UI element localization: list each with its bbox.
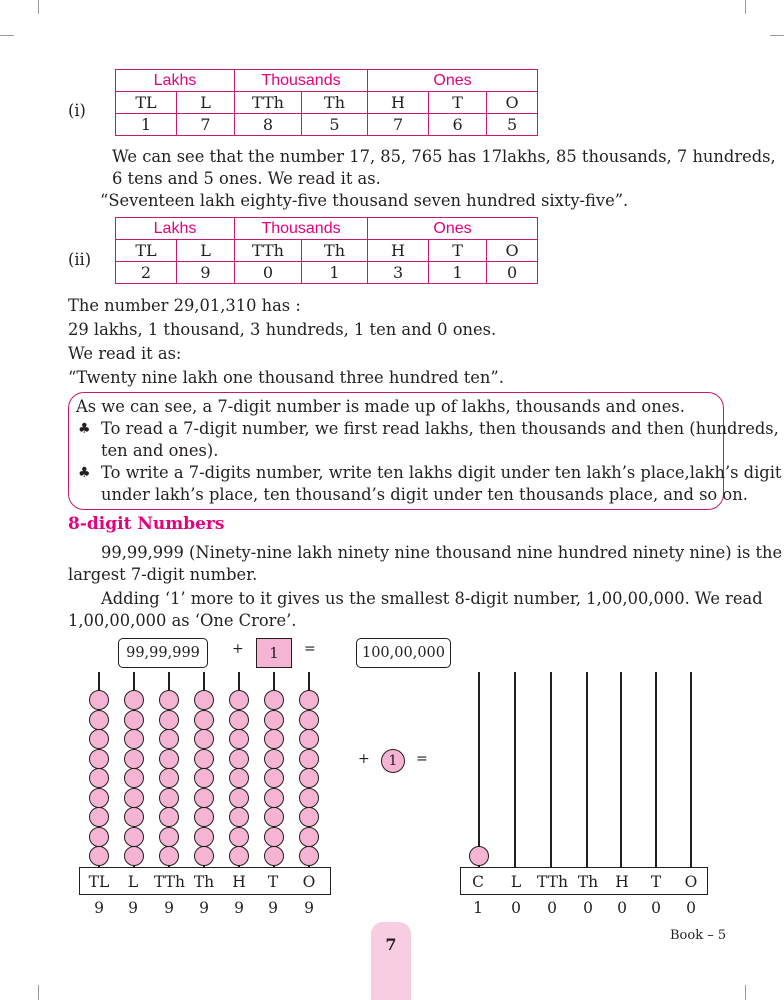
abacus-bead <box>229 807 249 827</box>
abacus-label: L <box>510 873 522 891</box>
abacus-bead <box>124 710 144 730</box>
abacus-bead <box>159 807 179 827</box>
abacus-bead <box>89 768 109 788</box>
digit-cell: 7 <box>177 114 235 136</box>
abacus-bead <box>299 788 319 808</box>
abacus-bead <box>124 749 144 769</box>
abacus-rod <box>550 672 551 867</box>
header-cell: O <box>487 92 538 114</box>
header-cell: L <box>177 240 235 262</box>
section-paragraph: largest 7-digit number. <box>68 565 258 584</box>
digit-cell: 9 <box>177 262 235 284</box>
abacus-rod <box>514 672 515 867</box>
one-box: 1 <box>256 638 292 668</box>
abacus-bead <box>299 827 319 847</box>
abacus-bead <box>299 807 319 827</box>
crop-mark <box>38 0 39 14</box>
abacus-bead <box>229 749 249 769</box>
header-cell: L <box>177 92 235 114</box>
equals-sign: = <box>304 641 316 657</box>
abacus-bead <box>89 788 109 808</box>
abacus-label: H <box>232 873 246 891</box>
abacus-digit: 9 <box>304 899 314 917</box>
abacus-bead <box>159 749 179 769</box>
abacus-digit: 9 <box>164 899 174 917</box>
reading-text: “Seventeen lakh eighty-five thousand seven hundred sixty-five”. <box>100 191 629 210</box>
crop-mark <box>770 35 784 36</box>
abacus-rod <box>586 672 587 867</box>
abacus-bead <box>159 729 179 749</box>
note-intro: As we can see, a 7-digit number is made up of lakhs, thousands and ones. <box>76 397 685 416</box>
abacus-bead <box>229 768 249 788</box>
abacus-bead <box>89 827 109 847</box>
example-label: (ii) <box>68 250 92 269</box>
abacus-bead <box>89 846 109 866</box>
explanation-text: The number 29,01,310 has : <box>68 296 301 315</box>
abacus-label: O <box>302 873 316 891</box>
abacus-bead <box>299 710 319 730</box>
digit-cell: 6 <box>429 114 487 136</box>
header-cell: TL <box>116 92 177 114</box>
abacus-bead <box>194 768 214 788</box>
note-bullet-2-cont: under lakh’s place, ten thousand’s digit under ten thousands place, and so on. <box>101 485 748 504</box>
abacus-bead <box>194 846 214 866</box>
abacus-bead <box>264 729 284 749</box>
abacus-bead <box>194 788 214 808</box>
header-cell: T <box>429 240 487 262</box>
abacus-bead <box>264 788 284 808</box>
abacus-rod <box>620 672 621 867</box>
header-cell: H <box>368 92 429 114</box>
explanation-text: We can see that the number 17, 85, 765 has 17lakhs, 85 thousands, 7 hundreds, <box>112 147 776 166</box>
digit-cell: 2 <box>116 262 177 284</box>
abacus-label: TTh <box>154 873 185 891</box>
plus-sign: + <box>358 751 370 767</box>
abacus-bead <box>229 846 249 866</box>
abacus-bead <box>194 729 214 749</box>
crop-mark <box>38 985 39 1000</box>
group-ones: Ones <box>368 70 538 92</box>
abacus-bead <box>124 846 144 866</box>
group-ones: Ones <box>368 218 538 240</box>
abacus-bead <box>159 768 179 788</box>
digit-cell: 1 <box>429 262 487 284</box>
example-label: (i) <box>68 101 86 120</box>
abacus-bead <box>264 846 284 866</box>
header-cell: H <box>368 240 429 262</box>
abacus-rod <box>690 672 691 867</box>
header-cell: O <box>487 240 538 262</box>
crop-mark <box>745 0 746 14</box>
section-heading: 8-digit Numbers <box>68 514 225 534</box>
note-bullet-1: To read a 7-digit number, we first read lakhs, then thousands and then (hundreds, <box>101 419 779 438</box>
abacus-bead <box>264 807 284 827</box>
digit-cell: 0 <box>235 262 302 284</box>
place-value-table-2 <box>115 217 538 284</box>
abacus-bead <box>124 827 144 847</box>
place-value-table-1 <box>115 69 538 136</box>
abacus-bead <box>89 690 109 710</box>
abacus-bead <box>89 749 109 769</box>
note-bullet-2: To write a 7-digits number, write ten lakhs digit under ten lakh’s place,lakh’s digit <box>101 463 782 482</box>
abacus-digit: 0 <box>617 899 627 917</box>
abacus-bead <box>229 690 249 710</box>
abacus-bead <box>264 690 284 710</box>
abacus-rod <box>478 672 479 867</box>
group-lakhs: Lakhs <box>116 218 235 240</box>
header-cell: Th <box>302 240 368 262</box>
abacus-digit: 0 <box>651 899 661 917</box>
abacus-bead <box>264 768 284 788</box>
abacus-digit: 0 <box>511 899 521 917</box>
abacus-bead <box>299 729 319 749</box>
header-cell: TTh <box>235 92 302 114</box>
abacus-label: H <box>615 873 629 891</box>
number-box-left: 99,99,999 <box>118 638 208 668</box>
book-label: Book – 5 <box>670 928 727 943</box>
abacus-bead <box>264 749 284 769</box>
group-thousands: Thousands <box>235 70 368 92</box>
plus-sign: + <box>232 641 244 657</box>
abacus-bead <box>89 807 109 827</box>
abacus-digit: 0 <box>686 899 696 917</box>
abacus-bead <box>159 788 179 808</box>
abacus-digit: 0 <box>547 899 557 917</box>
abacus-digit: 9 <box>128 899 138 917</box>
abacus-digit: 1 <box>473 899 483 917</box>
note-bullet-1-cont: ten and ones). <box>101 441 219 460</box>
abacus-bead <box>299 690 319 710</box>
club-bullet-icon: ♣ <box>78 465 91 481</box>
abacus-rod <box>655 672 656 867</box>
page-number: 7 <box>371 922 411 1000</box>
section-paragraph: Adding ‘1’ more to it gives us the smallest 8-digit number, 1,00,00,000. We read <box>101 589 763 608</box>
abacus-label: L <box>127 873 139 891</box>
explanation-text: 29 lakhs, 1 thousand, 3 hundreds, 1 ten and 0 ones. <box>68 320 497 339</box>
digit-cell: 3 <box>368 262 429 284</box>
abacus-bead <box>194 807 214 827</box>
header-cell: TTh <box>235 240 302 262</box>
group-lakhs: Lakhs <box>116 70 235 92</box>
abacus-bead <box>229 827 249 847</box>
abacus-bead <box>89 729 109 749</box>
section-paragraph: 1,00,00,000 as ‘One Crore’. <box>68 611 297 630</box>
abacus-digit: 9 <box>268 899 278 917</box>
abacus-bead <box>159 710 179 730</box>
abacus-bead <box>299 846 319 866</box>
abacus-bead <box>469 846 489 866</box>
abacus-bead <box>124 768 144 788</box>
abacus-bead <box>159 827 179 847</box>
crop-mark <box>745 985 746 1000</box>
abacus-digit: 9 <box>94 899 104 917</box>
one-bead: 1 <box>381 749 405 773</box>
digit-cell: 7 <box>368 114 429 136</box>
digit-cell: 8 <box>235 114 302 136</box>
abacus-digit: 9 <box>199 899 209 917</box>
abacus-label: TL <box>88 873 110 891</box>
abacus-bead <box>194 690 214 710</box>
abacus-bead <box>229 788 249 808</box>
abacus-bead <box>89 710 109 730</box>
abacus-bead <box>124 729 144 749</box>
abacus-label: TTh <box>537 873 568 891</box>
club-bullet-icon: ♣ <box>78 421 91 437</box>
abacus-label: O <box>684 873 698 891</box>
abacus-bead <box>124 788 144 808</box>
abacus-bead <box>194 710 214 730</box>
abacus-bead <box>299 768 319 788</box>
abacus-bead <box>299 749 319 769</box>
group-thousands: Thousands <box>235 218 368 240</box>
reading-text: “Twenty nine lakh one thousand three hundred ten”. <box>68 368 504 387</box>
digit-cell: 5 <box>487 114 538 136</box>
abacus-label: T <box>267 873 279 891</box>
header-cell: TL <box>116 240 177 262</box>
header-cell: Th <box>302 92 368 114</box>
crop-mark <box>0 35 14 36</box>
abacus-bead <box>264 827 284 847</box>
abacus-bead <box>124 690 144 710</box>
digit-cell: 1 <box>116 114 177 136</box>
explanation-text: We read it as: <box>68 344 182 363</box>
abacus-label: Th <box>193 873 215 891</box>
abacus-bead <box>159 690 179 710</box>
digit-cell: 0 <box>487 262 538 284</box>
abacus-digit: 9 <box>234 899 244 917</box>
abacus-bead <box>124 807 144 827</box>
abacus-bead <box>194 749 214 769</box>
abacus-bead <box>264 710 284 730</box>
header-cell: T <box>429 92 487 114</box>
digit-cell: 1 <box>302 262 368 284</box>
digit-cell: 5 <box>302 114 368 136</box>
abacus-label: C <box>472 873 484 891</box>
abacus-bead <box>229 710 249 730</box>
abacus-label: Th <box>577 873 599 891</box>
abacus-label: T <box>650 873 662 891</box>
abacus-bead <box>194 827 214 847</box>
abacus-digit: 0 <box>583 899 593 917</box>
abacus-bead <box>159 846 179 866</box>
section-paragraph: 99,99,999 (Ninety-nine lakh ninety nine thousand nine hundred ninety nine) is the <box>101 543 783 562</box>
equals-sign: = <box>416 751 428 767</box>
explanation-text: 6 tens and 5 ones. We read it as. <box>112 169 381 188</box>
number-box-right: 100,00,000 <box>356 638 451 668</box>
abacus-bead <box>229 729 249 749</box>
